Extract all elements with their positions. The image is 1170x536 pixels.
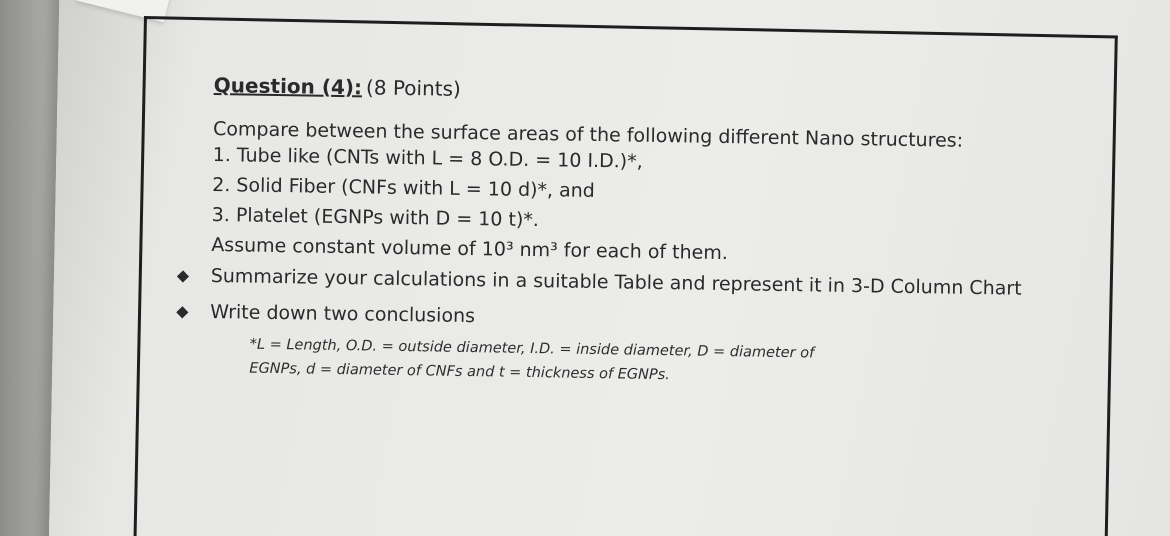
bullet-summarize-text: Summarize your calculations in a suitable Table and represent it in 3-D Column Chart bbox=[210, 264, 1022, 300]
list-item-tube: 1. Tube like (CNTs with L = 8 O.D. = 10 I.D.)*, bbox=[212, 143, 643, 173]
bullet-diamond-icon: ◆ bbox=[176, 265, 190, 285]
question-content bbox=[176, 72, 1114, 394]
intro-text: Compare between the surface areas of the following different Nano structures: bbox=[212, 117, 964, 152]
question-title: Question (4): bbox=[213, 72, 363, 100]
footnote-line-1: *L = Length, O.D. = outside diameter, I.D. = inside diameter, D = diameter of bbox=[249, 336, 815, 362]
list-item-fiber: 2. Solid Fiber (CNFs with L = 10 d)*, and bbox=[212, 173, 596, 202]
bullet-conclusions-text: Write down two conclusions bbox=[210, 300, 476, 328]
list-item-platelet: 3. Platelet (EGNPs with D = 10 t)*. bbox=[211, 203, 540, 232]
question-points: (8 Points) bbox=[365, 75, 461, 101]
assumption-text: Assume constant volume of 10³ nm³ for each of them. bbox=[211, 233, 729, 265]
bullet-diamond-icon: ◆ bbox=[176, 301, 189, 321]
footnote-line-2: EGNPs, d = diameter of CNFs and t = thickness of EGNPs. bbox=[249, 360, 670, 384]
